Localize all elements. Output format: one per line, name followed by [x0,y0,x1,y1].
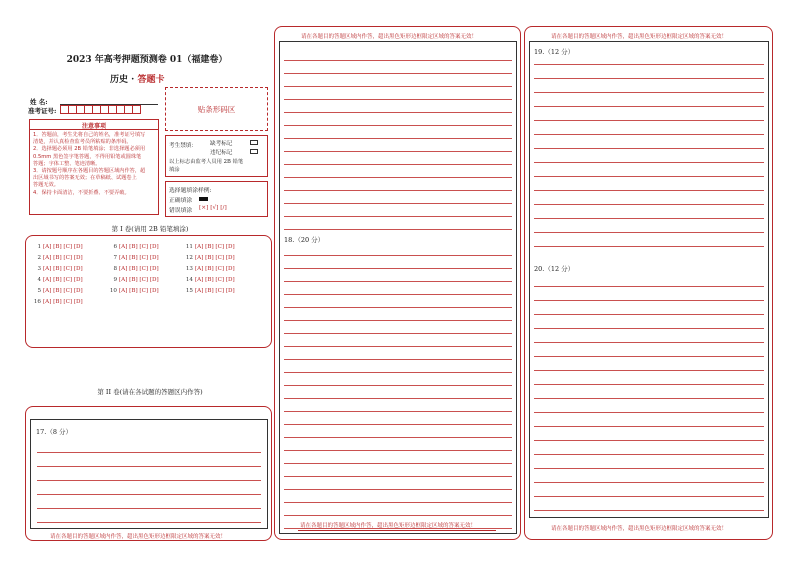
answer-line[interactable] [284,476,512,477]
question-number: 1 [37,244,41,250]
choice-row[interactable] [108,266,159,272]
name-label: 姓 名: [30,98,48,106]
subject-dot: · [131,75,135,85]
answer-line[interactable] [284,411,512,412]
choice-row[interactable] [184,244,235,250]
answer-line[interactable] [284,229,512,230]
answer-line[interactable] [284,281,512,282]
answer-line[interactable] [284,294,512,295]
fill-example-title: 选择题填涂样例: [169,188,212,194]
question-number: 16 [33,299,41,305]
answer-line[interactable] [534,204,764,205]
question-number: 8 [113,266,117,272]
answer-line[interactable] [284,151,512,152]
answer-line[interactable] [284,268,512,269]
answer-line[interactable] [534,510,764,511]
question-number: 11 [185,244,193,250]
answer-line[interactable] [284,60,512,61]
right-answer-box[interactable] [529,41,769,518]
answer-line[interactable] [534,78,764,79]
answer-line[interactable] [534,190,764,191]
option-bubbles[interactable]: [A] [B] [C] [D] [119,277,159,283]
notice-title: 注意事项 [81,123,106,130]
question-number: 13 [185,266,193,272]
option-bubbles[interactable]: [A] [B] [C] [D] [43,266,83,272]
wrong-fill-samples: [×] [√] [/] [199,205,227,211]
answer-line[interactable] [534,356,764,357]
answer-line[interactable] [534,232,764,233]
choice-row[interactable] [184,266,235,272]
subject-heading [110,72,164,85]
fill-example-box [165,181,268,217]
answer-line[interactable] [534,120,764,121]
notice-list [33,132,145,197]
answer-line[interactable] [284,164,512,165]
warning-text: 请在各题目的答题区域内作答，超出黑色矩形边框限定区域的答案无效！ [301,34,478,40]
option-bubbles[interactable]: [A] [B] [C] [D] [43,244,83,250]
answer-line[interactable] [534,148,764,149]
question-number: 6 [113,244,117,250]
answer-line[interactable] [534,92,764,93]
absent-note: 以上标志由监考人员用 2B 铅笔 [169,159,244,165]
section-one-title: 第 I 卷(请用 2B 铅笔填涂) [111,225,189,233]
choice-row[interactable] [32,288,83,294]
choice-row[interactable] [32,255,83,261]
option-bubbles[interactable]: [A] [B] [C] [D] [195,255,235,261]
option-bubbles[interactable]: [A] [B] [C] [D] [43,255,83,261]
q18-label: 18.（20 分） [284,236,325,244]
question-number: 14 [185,277,193,283]
answer-line[interactable] [534,440,764,441]
notice-line: 出区域书写的答案无效；在草稿纸、试题卷上 [33,175,137,182]
warning-text: 请在各题目的答题区域内作答，超出黑色矩形边框限定区域的答案无效！ [50,534,227,540]
choice-row[interactable] [108,277,159,283]
option-bubbles[interactable]: [A] [B] [C] [D] [43,299,83,305]
question-number: 10 [109,288,117,294]
answer-line[interactable] [284,437,512,438]
notice-line: 1．答题前，考生先将自己的姓名，准考证号填写 [33,132,146,138]
answer-line[interactable] [37,466,261,467]
answer-line[interactable] [534,342,764,343]
answer-line[interactable] [534,64,764,65]
option-bubbles[interactable]: [A] [B] [C] [D] [119,288,159,294]
answer-line[interactable] [284,320,512,321]
answer-line[interactable] [284,216,512,217]
answer-line[interactable] [284,307,512,308]
answer-line[interactable] [534,162,764,163]
answer-card-label: 答题卡 [137,75,165,85]
answer-line[interactable] [284,333,512,334]
option-bubbles[interactable]: [A] [B] [C] [D] [43,277,83,283]
id-boxes[interactable] [60,105,140,114]
wrong-fill-label: 错误填涂 [169,208,193,214]
question-number: 5 [37,288,41,294]
option-bubbles[interactable]: [A] [B] [C] [D] [195,266,235,272]
warning-text: 请在各题目的答题区域内作答，超出黑色矩形边框限定区域的答案无效！ [551,34,728,40]
option-bubbles[interactable]: [A] [B] [C] [D] [195,244,235,250]
violation-mark-label: 违纪标记 [210,150,233,156]
q20-label: 20.（12 分） [534,265,575,273]
middle-answer-box[interactable] [279,41,517,534]
page-title: 2023 年高考押题预测卷 01（福建卷） [66,55,228,65]
answer-line[interactable] [284,190,512,191]
option-bubbles[interactable]: [A] [B] [C] [D] [195,288,235,294]
middle-panel [274,26,521,540]
answer-line[interactable] [284,99,512,100]
absent-label: 考生禁填： [169,143,197,149]
answer-line[interactable] [284,112,512,113]
answer-line[interactable] [284,203,512,204]
id-label: 准考证号: [28,107,57,115]
answer-line[interactable] [284,450,512,451]
question-number: 4 [37,277,41,283]
choice-row[interactable] [184,288,235,294]
violation-checkbox[interactable] [250,149,258,154]
notice-line: 2．选择题必须用 2B 铅笔填涂；非选择题必须用 [33,146,146,153]
answer-line[interactable] [284,359,512,360]
warning-text: 请在各题目的答题区域内作答，超出黑色矩形边框限定区域的答案无效！ [551,526,728,532]
answer-line[interactable] [534,454,764,455]
choice-row[interactable] [32,266,83,272]
section-two-title: 第 II 卷(请在各试题的答题区内作答) [97,388,203,396]
answer-line[interactable] [534,286,764,287]
answer-line[interactable] [284,398,512,399]
absent-mark-label: 缺考标记 [210,141,233,147]
correct-fill-label: 正确填涂 [169,198,193,204]
answer-line[interactable] [534,412,764,413]
q17-panel [25,406,272,541]
notice-line: 4．保持卡面清洁，不要折叠、不要弄破。 [33,189,130,196]
choice-row[interactable] [184,255,235,261]
answer-line[interactable] [534,370,764,371]
answer-line[interactable] [284,177,512,178]
answer-line[interactable] [534,398,764,399]
choice-row[interactable] [32,299,83,305]
option-bubbles[interactable]: [A] [B] [C] [D] [195,277,235,283]
answer-line[interactable] [534,496,764,497]
answer-line[interactable] [284,125,512,126]
absent-box [165,135,268,177]
option-bubbles[interactable]: [A] [B] [C] [D] [43,288,83,294]
underline-divider [298,530,496,531]
choice-panel [25,235,272,348]
answer-line[interactable] [284,424,512,425]
notice-line: 答题无效。 [33,182,59,189]
answer-line[interactable] [37,494,261,495]
answer-line[interactable] [37,452,261,453]
notice-line: 答题；字体工整、笔迹清晰。 [33,160,101,167]
question-number: 2 [37,255,41,261]
question-number: 12 [185,255,193,261]
q19-label: 19.（12 分） [534,48,575,56]
answer-line[interactable] [284,372,512,373]
question-number: 3 [37,266,41,272]
answer-line[interactable] [284,502,512,503]
answer-line[interactable] [284,346,512,347]
choice-row[interactable] [184,277,235,283]
answer-line[interactable] [284,73,512,74]
answer-line[interactable] [284,463,512,464]
answer-line[interactable] [534,426,764,427]
question-number: 7 [113,255,117,261]
choice-row[interactable] [108,244,159,250]
answer-line[interactable] [534,134,764,135]
answer-line[interactable] [534,482,764,483]
answer-line[interactable] [534,106,764,107]
answer-line[interactable] [534,246,764,247]
answer-line[interactable] [37,480,261,481]
question-number: 15 [185,288,193,294]
absent-checkbox[interactable] [250,140,258,145]
answer-line[interactable] [534,218,764,219]
answer-line[interactable] [284,255,512,256]
answer-line[interactable] [37,522,261,523]
choice-row[interactable] [32,277,83,283]
answer-line[interactable] [284,86,512,87]
answer-line[interactable] [284,515,512,516]
notice-line: 0.5mm 黑色签字笔答题，不得用铅笔或圆珠笔 [33,153,142,160]
subject-name: 历史 [110,75,129,85]
answer-line[interactable] [284,385,512,386]
choice-row[interactable] [108,288,159,294]
answer-line[interactable] [534,468,764,469]
right-panel [524,26,773,540]
choice-row[interactable] [108,255,159,261]
answer-line[interactable] [534,384,764,385]
option-bubbles[interactable]: [A] [B] [C] [D] [119,266,159,272]
answer-line[interactable] [284,489,512,490]
answer-line[interactable] [37,508,261,509]
notice-box [29,119,159,215]
correct-fill-sample [199,197,208,201]
absent-note-2: 填涂 [169,167,180,173]
answer-line[interactable] [284,138,512,139]
question-number: 9 [113,277,117,283]
answer-line[interactable] [534,314,764,315]
answer-line[interactable] [534,328,764,329]
answer-line[interactable] [534,300,764,301]
option-bubbles[interactable]: [A] [B] [C] [D] [119,255,159,261]
option-bubbles[interactable]: [A] [B] [C] [D] [119,244,159,250]
notice-line: 3．请按题号顺序在各题目的答题区域内作答，超 [33,168,146,175]
q17-answer-box[interactable] [30,419,268,529]
barcode-area [165,87,268,131]
choice-row[interactable] [32,244,83,250]
barcode-label: 贴条形码区 [197,104,236,114]
notice-line: 清楚，并认真检查监考员所粘贴的条形码。 [33,139,132,146]
q17-label: 17.（8 分） [36,428,73,436]
answer-line[interactable] [534,176,764,177]
id-box[interactable] [132,105,141,114]
warning-text-bottom: 请在各题目的答题区域内作答，超出黑色矩形边框限定区域的答案无效！ [300,523,477,529]
